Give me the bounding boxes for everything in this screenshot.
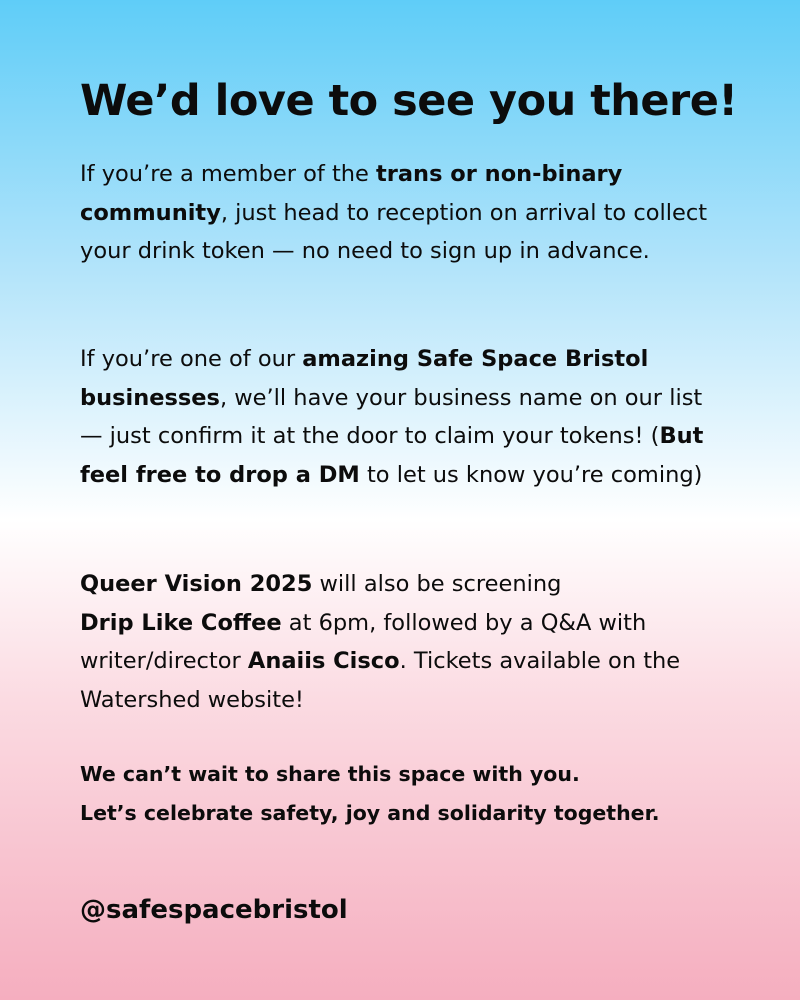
director-name: Anaiis Cisco (247, 648, 400, 674)
paragraph-text: If you’re a member of the (80, 161, 377, 187)
paragraph-text: , just head to reception on arrival to collect your drink token — no need to sign up in advance. (80, 199, 708, 264)
trans-community-paragraph (80, 155, 730, 271)
paragraph-emphasis: But feel free to drop a DM (80, 423, 704, 488)
closing-line: We can’t wait to share this space with you. (80, 762, 580, 786)
page-title: We’d love to see you there! (80, 76, 738, 126)
closing-paragraph (80, 755, 730, 832)
businesses-paragraph (80, 340, 730, 494)
paragraph-text: to let us know you’re coming) (359, 461, 703, 488)
paragraph-text: . Tickets available on the Watershed website! (80, 648, 681, 713)
paragraph-text: will also be screening (312, 571, 562, 597)
paragraph-text: If you’re one of our (80, 346, 303, 372)
paragraph-text: at 6pm, followed by a Q&A with writer/director (80, 609, 647, 674)
paragraph-emphasis: trans or non-binary community (80, 161, 623, 226)
social-handle: @safespacebristol (80, 895, 348, 925)
screening-paragraph (80, 565, 730, 719)
paragraph-emphasis: amazing Safe Space Bristol businesses (80, 346, 649, 411)
closing-line: Let’s celebrate safety, joy and solidarity together. (80, 800, 660, 825)
film-title: Drip Like Coffee (80, 609, 282, 636)
event-name: Queer Vision 2025 (80, 571, 313, 597)
paragraph-text: , we’ll have your business name on our list — just confirm it at the door to claim your tokens! ( (80, 384, 703, 449)
